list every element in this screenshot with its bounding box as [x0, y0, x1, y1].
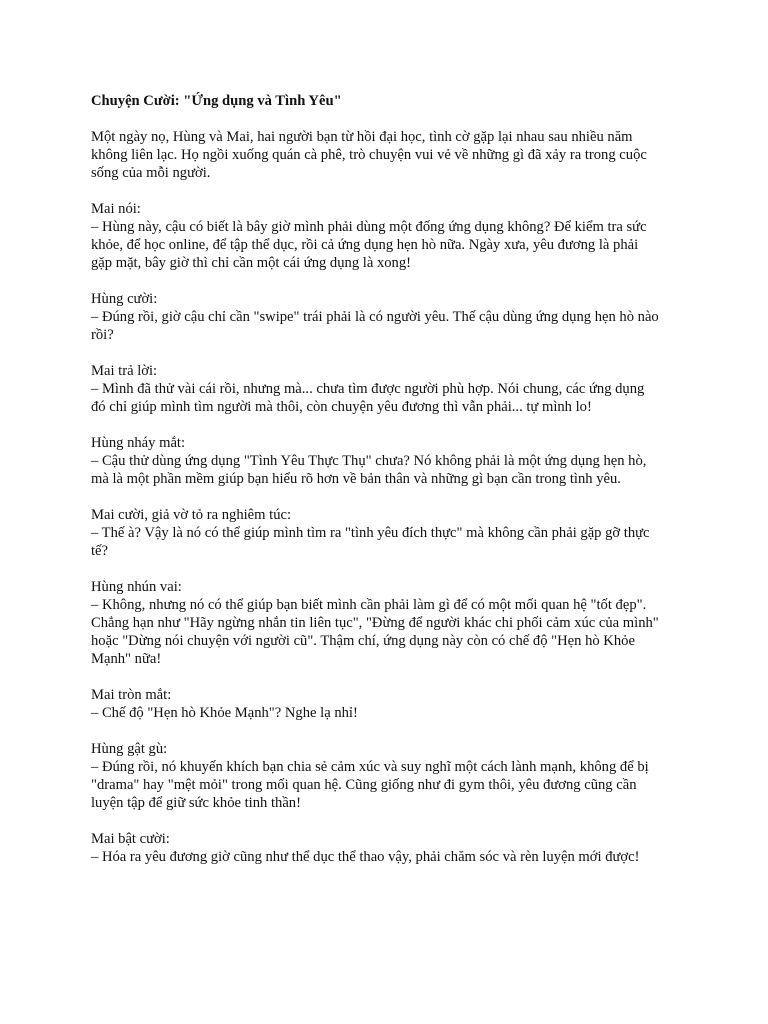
speaker-label: Mai tròn mắt:	[91, 687, 172, 703]
document-title: Chuyện Cười: "Ứng dụng và Tình Yêu"	[91, 93, 342, 109]
dialogue-block	[91, 434, 691, 488]
dialogue-line: – Đúng rồi, nó khuyến khích bạn chia sẻ cảm xúc và suy nghĩ một cách lành mạnh, không để bị	[91, 759, 649, 775]
dialogue-line: – Hùng này, cậu có biết là bây giờ mình phải dùng một đống ứng dụng không? Để kiểm tra sức	[91, 219, 647, 235]
document-body	[91, 92, 691, 884]
intro-line: Một ngày nọ, Hùng và Mai, hai người bạn từ hồi đại học, tình cờ gặp lại nhau sau nhiều năm	[91, 129, 633, 145]
dialogue-line: đó chỉ giúp mình tìm người mà thôi, còn chuyện yêu đương thì vẫn phải... tự mình lo!	[91, 399, 592, 415]
speaker-label: Hùng cười:	[91, 291, 158, 307]
speaker-label: Mai cười, giả vờ tỏ ra nghiêm túc:	[91, 507, 292, 523]
dialogue-line: – Không, nhưng nó có thể giúp bạn biết mình cần phải làm gì để có một mối quan hệ "tốt đẹp".	[91, 597, 647, 613]
dialogue-line: – Đúng rồi, giờ cậu chỉ cần "swipe" trái phải là có người yêu. Thế cậu dùng ứng dụng hẹn hò nào	[91, 309, 659, 325]
dialogue-block	[91, 506, 691, 560]
speaker-label: Hùng nhún vai:	[91, 579, 182, 595]
speaker-label: Hùng nháy mắt:	[91, 435, 186, 451]
dialogue-line: khỏe, để học online, để tập thể dục, rồi cả ứng dụng hẹn hò nữa. Ngày xưa, yêu đương là phải	[91, 237, 639, 253]
speaker-label: Mai trả lời:	[91, 363, 158, 379]
intro-line: sống của mỗi người.	[91, 165, 211, 181]
dialogue-block	[91, 362, 691, 416]
dialogue-line: Chẳng hạn như "Hãy ngừng nhắn tin liên tục", "Đừng để người khác chi phối cảm xúc của mình"	[91, 615, 659, 631]
intro-paragraph	[91, 128, 691, 182]
speaker-label: Mai nói:	[91, 201, 141, 217]
dialogue-block	[91, 740, 691, 812]
dialogue-block	[91, 290, 691, 344]
speaker-label: Hùng gật gù:	[91, 741, 168, 757]
dialogue-block	[91, 830, 691, 866]
dialogue-line: – Cậu thử dùng ứng dụng "Tình Yêu Thực Thụ" chưa? Nó không phải là một ứng dụng hẹn hò,	[91, 453, 647, 469]
dialogue-line: rồi?	[91, 327, 114, 343]
dialogue-block	[91, 686, 691, 722]
dialogue-line: mà là một phần mềm giúp bạn hiểu rõ hơn về bản thân và những gì bạn cần trong tình yêu.	[91, 471, 621, 487]
speaker-label: Mai bật cười:	[91, 831, 170, 847]
dialogue-line: "drama" hay "mệt mỏi" trong mối quan hệ. Cũng giống như đi gym thôi, yêu đương cũng cần	[91, 777, 637, 793]
dialogue-line: – Chế độ "Hẹn hò Khỏe Mạnh"? Nghe lạ nhỉ!	[91, 705, 358, 721]
dialogue-line: luyện tập để giữ sức khỏe tinh thần!	[91, 795, 301, 811]
dialogue-line: – Thế à? Vậy là nó có thể giúp mình tìm ra "tình yêu đích thực" mà không cần phải gặp gỡ thực	[91, 525, 650, 541]
dialogue-block	[91, 200, 691, 272]
dialogue-line: – Hóa ra yêu đương giờ cũng như thể dục thể thao vậy, phải chăm sóc và rèn luyện mới được!	[91, 849, 640, 865]
dialogue-line: tế?	[91, 543, 109, 559]
dialogue-line: – Mình đã thử vài cái rồi, nhưng mà... chưa tìm được người phù hợp. Nói chung, các ứng dụng	[91, 381, 645, 397]
intro-line: không liên lạc. Họ ngồi xuống quán cà phê, trò chuyện vui vẻ về những gì đã xảy ra trong cuộc	[91, 147, 647, 163]
dialogue-line: hoặc "Dừng nói chuyện với người cũ". Thậm chí, ứng dụng này còn có chế độ "Hẹn hò Khỏe	[91, 633, 635, 649]
dialogue-block	[91, 578, 691, 668]
dialogue-line: gặp mặt, bây giờ thì chỉ cần một cái ứng dụng là xong!	[91, 255, 411, 271]
dialogue-line: Mạnh" nữa!	[91, 651, 162, 667]
